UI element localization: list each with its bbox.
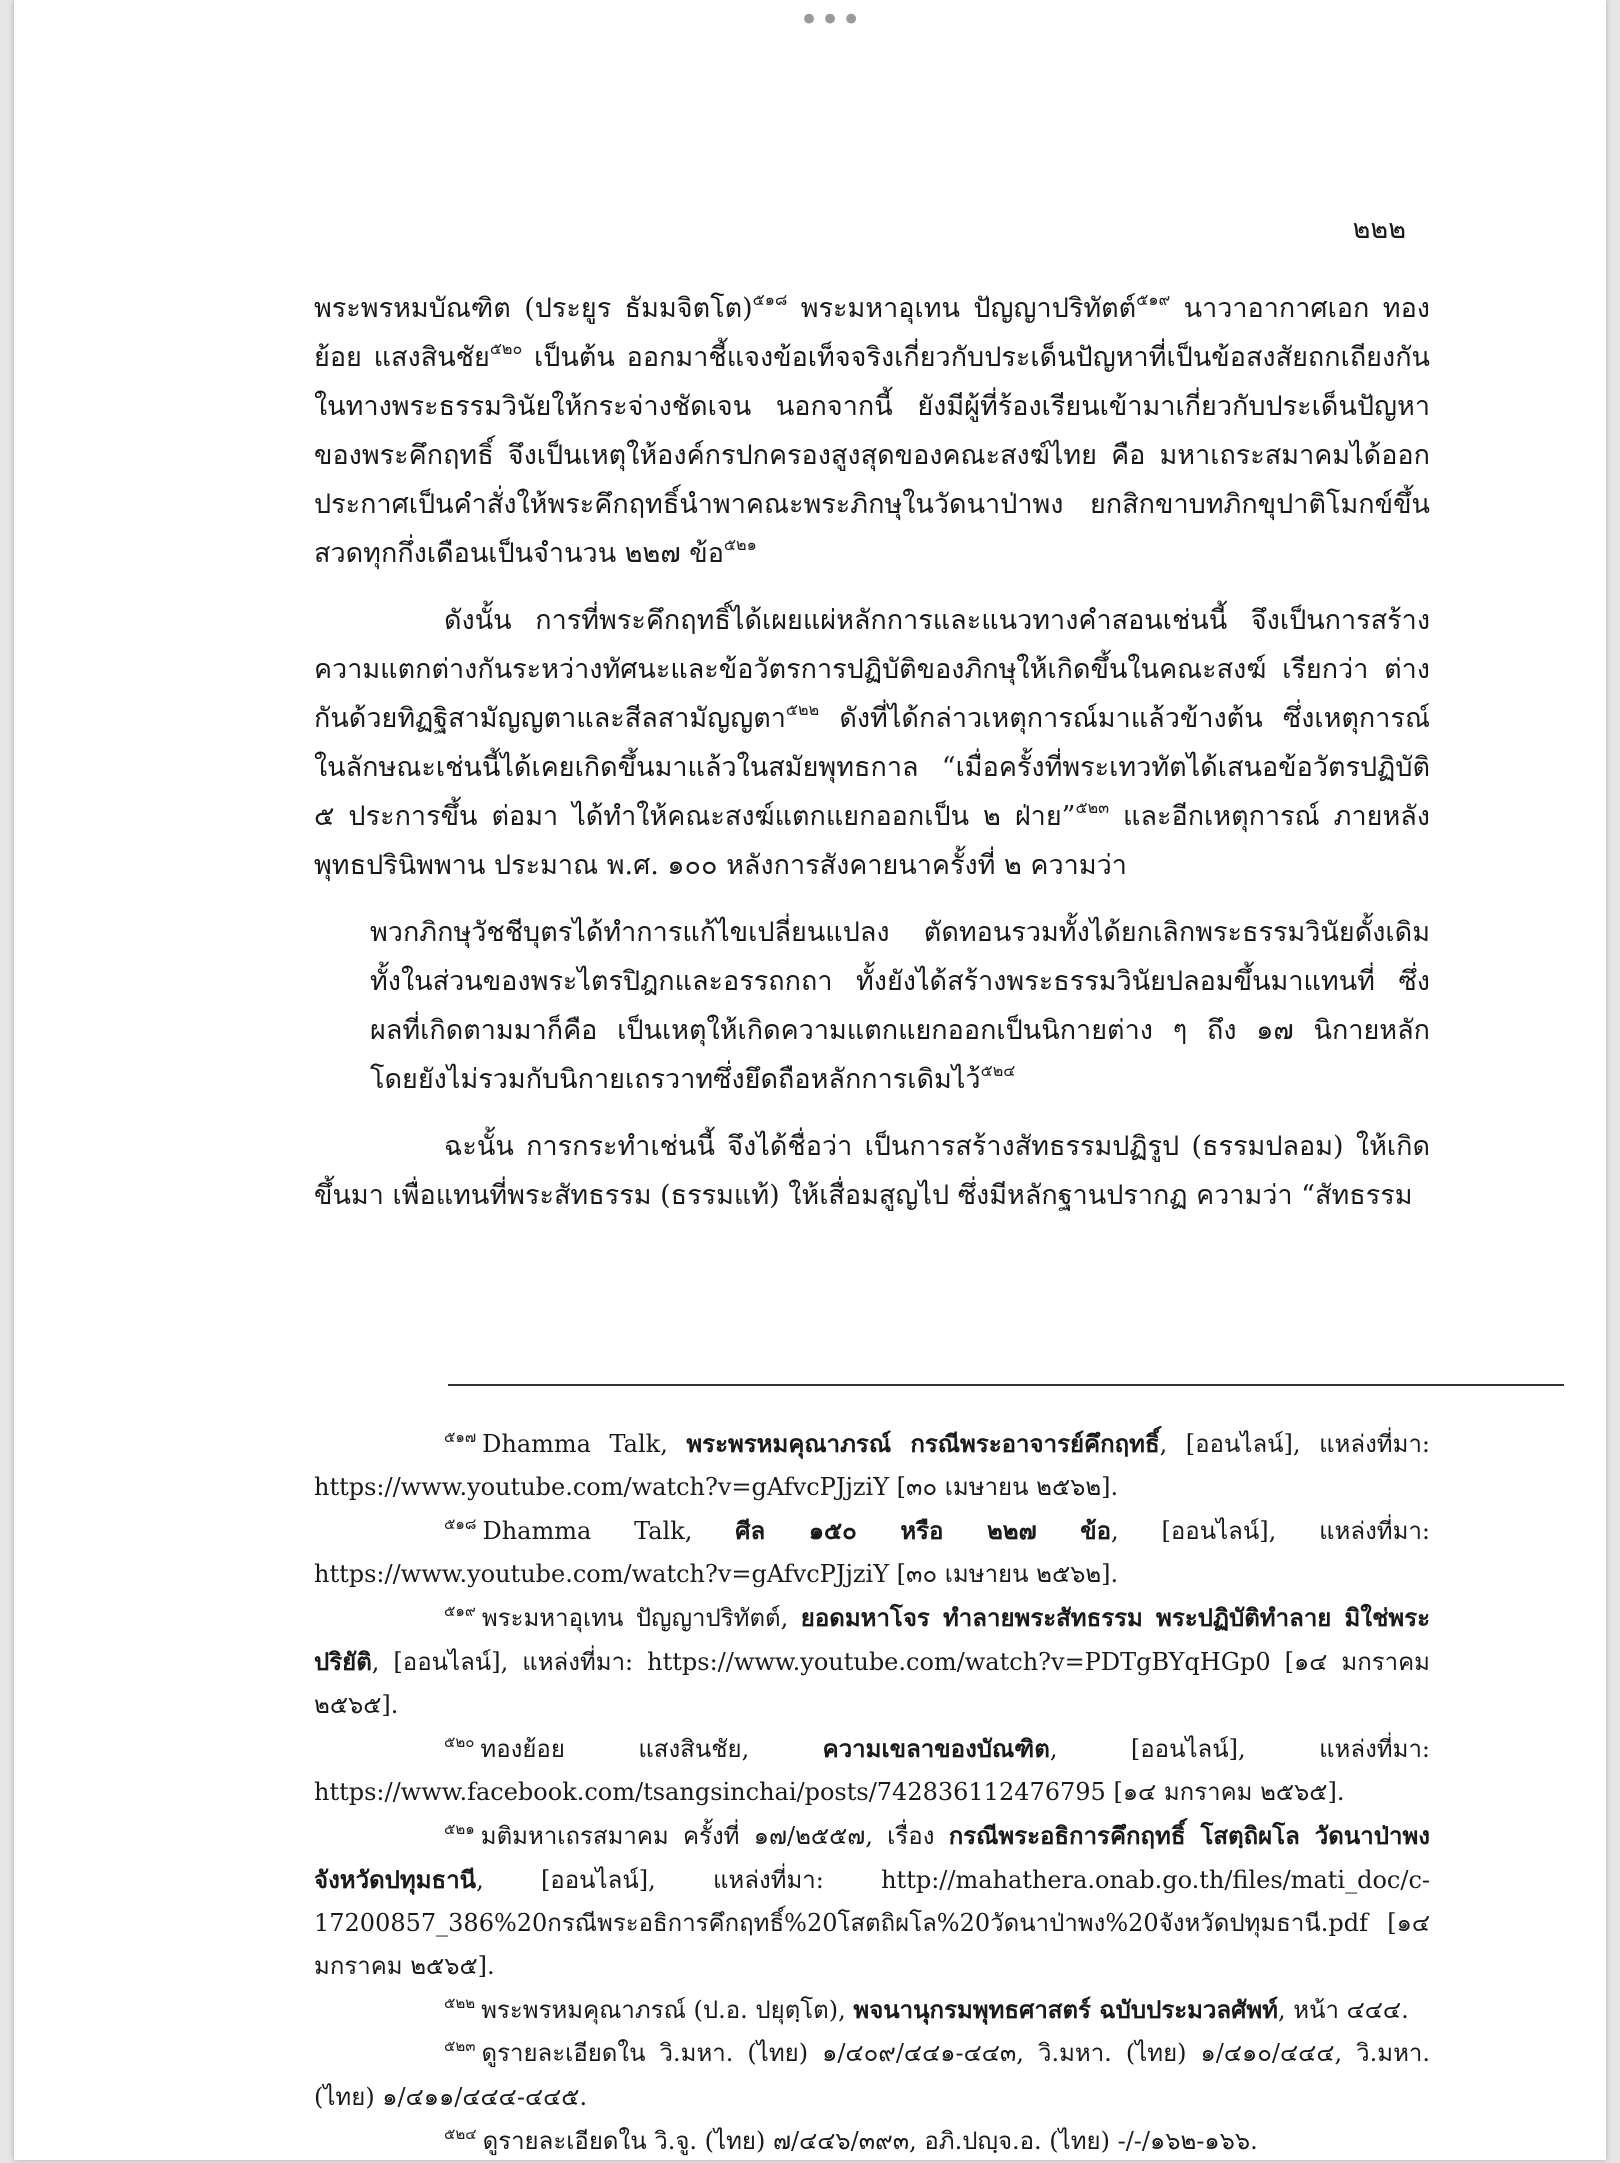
footnote-item: $^{๕๒๔}$ ดูรายละเอียดใน วิ.จู. (ไทย) ๗/๔๔๖/๓๙๓, อภิ.ปญฺจ.อ. (ไทย) -/-/๑๖๒-๑๖๖. bbox=[444, 2125, 1258, 2155]
paragraph-3: ฉะนั้น การกระทำเช่นนี้ จึงได้ชื่อว่า เป็นการสร้างสัทธรรมปฏิรูป (ธรรมปลอม) ให้เกิดขึ้นมา เพื่อแทนที่พระสัทธรรม (ธรรมแท้) ให้เสื่อมสูญไป ซึ่งมีหลักฐานปรากฏ ความว่า “สัทธรรม bbox=[314, 1131, 1430, 1211]
footnote-ref: ๕๑๙ bbox=[1136, 290, 1171, 309]
footnote-item: $^{๕๑๘}$ Dhamma Talk, ศีล ๑๕๐ หรือ ๒๒๗ ข้อ, [ออนไลน์], แหล่งที่มา: https://www.youtube.com/watch?v=gAfvcPJjziY [๓๐ เมษายน ๒๕๖๒]. bbox=[314, 1515, 1431, 1588]
footnote-ref: ๕๑๘ bbox=[752, 290, 788, 309]
footnote-item: $^{๕๑๗}$ Dhamma Talk, พระพรหมคุณาภรณ์ กรณีพระอาจารย์คึกฤทธิ์, [ออนไลน์], แหล่งที่มา: https://www.youtube.com/watch?v=gAfvcPJjziY [๓๐ เมษายน ๒๕๖๒]. bbox=[314, 1428, 1430, 1501]
footnote-ref: ๕๒๔ bbox=[980, 1061, 1016, 1080]
block-quote: พวกภิกษุวัชชีบุตรได้ทำการแก้ไขเปลี่ยนแปลง ตัดทอนรวมทั้งได้ยกเลิกพระธรรมวินัยดั้งเดิมทั้งในส่วนของพระไตรปิฎกและอรรถกถา ทั้งยังได้สร้างพระธรรมวินัยปลอมขึ้นมาแทนที่ ซึ่งผลที่เกิดตามมาก็คือ เป็นเหตุให้เกิดความแตกแยกออกเป็นนิกายต่าง ๆ ถึง ๑๗ นิกายหลัก โดยยังไม่รวมกับนิกายเถรวาทซึ่งยึดถือหลักการเดิมไว้$^{๕๒๔}$ bbox=[370, 917, 1430, 1095]
footnote-number: ๕๑๙ bbox=[444, 1602, 476, 1620]
footnote-ref: ๕๒๒ bbox=[785, 700, 820, 719]
more-dots-icon[interactable]: ••• bbox=[799, 0, 863, 40]
footnote-ref: ๕๒๑ bbox=[723, 535, 757, 554]
footnote-number: ๕๑๘ bbox=[444, 1515, 477, 1533]
footnote-number: ๕๒๒ bbox=[444, 1994, 476, 2012]
footnote-number: ๕๒๓ bbox=[444, 2037, 476, 2055]
footnote-number: ๕๒๐ bbox=[444, 1733, 475, 1751]
footnote-number: ๕๒๑ bbox=[444, 1820, 475, 1838]
footnotes bbox=[314, 1422, 1430, 2163]
footnote-number: ๕๑๗ bbox=[444, 1428, 477, 1446]
footnote-item: $^{๕๒๓}$ ดูรายละเอียดใน วิ.มหา. (ไทย) ๑/๔๐๙/๔๔๑-๔๔๓, วิ.มหา. (ไทย) ๑/๔๑๐/๔๔๔, วิ.มหา. (ไทย) ๑/๔๑๑/๔๔๔-๔๔๕. bbox=[314, 2037, 1430, 2111]
footnote-item: $^{๕๒๑}$ มติมหาเถรสมาคม ครั้งที่ ๑๗/๒๕๕๗, เรื่อง กรณีพระอธิการคึกฤทธิ์ โสตฺถิผโล วัดนาป่าพง จังหวัดปทุมธานี, [ออนไลน์], แหล่งที่มา: http://mahathera.onab.go.th/files/mati_doc/c-17200857_386%20กรณีพระอธิการคึกฤทธิ์%20โสตถิผโล%20วัดนาป่าพง%20จังหวัดปทุมธานี.pdf [๑๔ มกราคม ๒๕๖๕]. bbox=[314, 1820, 1431, 1980]
footnote-item: $^{๕๒๒}$ พระพรหมคุณาภรณ์ (ป.อ. ปยุตฺโต), พจนานุกรมพุทธศาสตร์ ฉบับประมวลศัพท์, หน้า ๔๔๔. bbox=[444, 1994, 1409, 2024]
footnote-item: $^{๕๑๙}$ พระมหาอุเทน ปัญญาปริทัตต์, ยอดมหาโจร ทำลายพระสัทธรรม พระปฏิบัติทำลาย มิใช่พระปริยัติ, [ออนไลน์], แหล่งที่มา: https://www.youtube.com/watch?v=PDTgBYqHGp0 [๑๔ มกราคม ๒๕๖๕]. bbox=[314, 1602, 1430, 1719]
footnote-ref: ๕๒๐ bbox=[489, 339, 523, 358]
page-number: ๒๒๒ bbox=[1352, 214, 1406, 245]
main-body-text bbox=[314, 284, 1430, 1238]
footnote-ref: ๕๒๓ bbox=[1075, 798, 1110, 817]
paragraph-2: ดังนั้น การที่พระคึกฤทธิ์ได้เผยแผ่หลักการและแนวทางคำสอนเช่นนี้ จึงเป็นการสร้างความแตกต่างกันระหว่างทัศนะและข้อวัตรการปฏิบัติของภิกษุให้เกิดขึ้นในคณะสงฆ์ เรียกว่า ต่างกันด้วยทิฏฐิสามัญญตาและสีลสามัญญตา$^{๕๒๒}$ ดังที่ได้กล่าวเหตุการณ์มาแล้วข้างต้น ซึ่งเหตุการณ์ในลักษณะเช่นนี้ได้เคยเกิดขึ้นมาแล้วในสมัยพุทธกาล “เมื่อครั้งที่พระเทวทัตได้เสนอข้อวัตรปฏิบัติ ๕ ประการขึ้น ต่อมา ได้ทำให้คณะสงฆ์แตกแยกออกเป็น ๒ ฝ่าย”$^{๕๒๓}$ และอีกเหตุการณ์ ภายหลังพุทธปรินิพพาน ประมาณ พ.ศ. ๑๐๐ หลังการสังคายนาครั้งที่ ๒ ความว่า bbox=[314, 605, 1430, 881]
footnote-separator bbox=[448, 1384, 1564, 1386]
footnote-number: ๕๒๔ bbox=[444, 2125, 477, 2143]
document-page bbox=[14, 0, 1606, 2160]
footnote-item: $^{๕๒๐}$ ทองย้อย แสงสินชัย, ความเขลาของบัณฑิต, [ออนไลน์], แหล่งที่มา: https://www.facebook.com/tsangsinchai/posts/742836112476795 [๑๔ มกราคม ๒๕๖๕]. bbox=[314, 1733, 1430, 1806]
paragraph-1: พระพรหมบัณฑิต (ประยูร ธัมมจิตโต)$^{๕๑๘}$ พระมหาอุเทน ปัญญาปริทัตต์$^{๕๑๙}$ นาวาอากาศเอก ทองย้อย แสงสินชัย$^{๕๒๐}$ เป็นต้น ออกมาชี้แจงข้อเท็จจริงเกี่ยวกับประเด็นปัญหาที่เป็นข้อสงสัยถกเถียงกันในทางพระธรรมวินัยให้กระจ่างชัดเจน นอกจากนี้ ยังมีผู้ที่ร้องเรียนเข้ามาเกี่ยวกับประเด็นปัญหาของพระคึกฤทธิ์ จึงเป็นเหตุให้องค์กรปกครองสูงสุดของคณะสงฆ์ไทย คือ มหาเถระสมาคมได้ออกประกาศเป็นคำสั่งให้พระคึกฤทธิ์นำพาคณะพระภิกษุในวัดนาป่าพง ยกสิกขาบทภิกขุปาติโมกข์ขึ้นสวดทุกกึ่งเดือนเป็นจำนวน ๒๒๗ ข้อ$^{๕๒๑}$ bbox=[314, 290, 1430, 569]
